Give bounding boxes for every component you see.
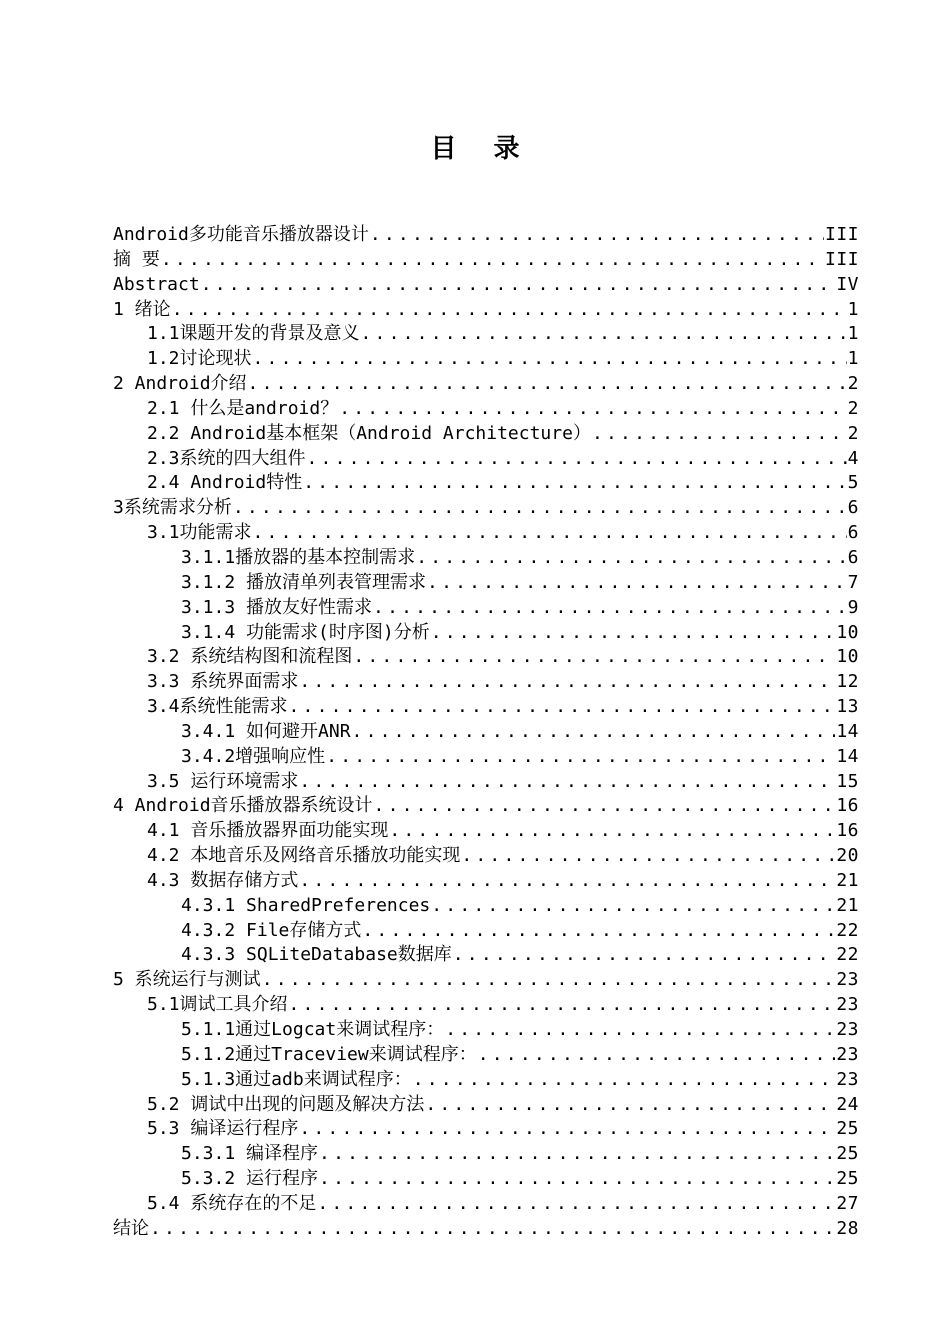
- toc-dot-leader: [361, 322, 847, 347]
- toc-page-number: 5: [847, 472, 859, 494]
- toc-entry[interactable]: [113, 1117, 859, 1142]
- toc-dot-leader: [425, 1093, 835, 1118]
- toc-entry-title: 3.1.4 功能需求(时序图)分析: [181, 621, 430, 643]
- toc-entry-title: 5.1.1通过Logcat来调试程序：: [181, 1019, 445, 1040]
- toc-entry-title: 3.1.3 播放友好性需求: [181, 596, 373, 618]
- toc-entry-title: 1.1课题开发的背景及意义: [147, 323, 360, 345]
- toc-entry[interactable]: [113, 322, 859, 347]
- toc-entry-title: 2.3系统的四大组件: [147, 447, 306, 469]
- toc-dot-leader: [307, 447, 847, 472]
- toc-page-number: 6: [847, 497, 859, 519]
- toc-dot-leader: [427, 571, 847, 596]
- toc-entry[interactable]: [113, 347, 859, 372]
- toc-page-number: 20: [836, 845, 859, 867]
- table-of-contents: [113, 223, 859, 1242]
- toc-entry-title: 4.3 数据存储方式: [147, 869, 299, 891]
- toc-page-number: 2: [847, 422, 859, 444]
- toc-entry[interactable]: [113, 273, 859, 298]
- toc-dot-leader: [413, 1068, 836, 1093]
- toc-dot-leader: [339, 397, 846, 422]
- toc-entry-title: 5.3 编译运行程序: [147, 1118, 299, 1140]
- toc-page-number: III: [824, 224, 859, 245]
- toc-entry-title: 5.2 调试中出现的问题及解决方法: [147, 1093, 425, 1115]
- toc-dot-leader: [299, 770, 835, 795]
- toc-dot-leader: [172, 298, 847, 323]
- toc-page-number: 1: [847, 298, 859, 320]
- toc-dot-leader: [299, 1117, 835, 1142]
- toc-entry-title: 5 系统运行与测试: [113, 969, 261, 991]
- toc-entry-title: 5.3.1 编译程序: [181, 1143, 319, 1165]
- toc-entry-title: 4.3.1 SharedPreferences: [181, 894, 431, 916]
- toc-dot-leader: [389, 819, 835, 844]
- toc-entry[interactable]: [113, 521, 859, 546]
- toc-dot-leader: [262, 968, 836, 993]
- toc-entry-title: 3.5 运行环境需求: [147, 770, 299, 792]
- toc-dot-leader: [248, 372, 847, 397]
- toc-dot-leader: [353, 645, 835, 670]
- toc-entry-title: 3.1功能需求: [147, 522, 252, 544]
- toc-entry[interactable]: [113, 670, 859, 695]
- toc-dot-leader: [431, 894, 835, 919]
- toc-page-number: 23: [836, 1019, 859, 1040]
- toc-entry-title: Abstract: [113, 273, 200, 295]
- toc-dot-leader: [161, 248, 824, 273]
- toc-entry[interactable]: [113, 745, 859, 770]
- toc-dot-leader: [319, 1142, 835, 1167]
- toc-dot-leader: [150, 1217, 835, 1242]
- toc-entry[interactable]: [113, 1093, 859, 1118]
- toc-page-number: 27: [836, 1192, 859, 1214]
- toc-entry-title: 4 Android音乐播放器系统设计: [113, 795, 373, 817]
- toc-entry[interactable]: [113, 248, 859, 273]
- toc-entry-title: 2 Android介绍: [113, 373, 247, 395]
- toc-entry[interactable]: [113, 422, 859, 447]
- toc-page-number: 6: [847, 522, 859, 544]
- toc-dot-leader: [373, 596, 847, 621]
- toc-dot-leader: [289, 993, 836, 1018]
- toc-page-number: 1: [847, 348, 859, 370]
- toc-page-number: 16: [836, 795, 859, 817]
- toc-dot-leader: [253, 521, 847, 546]
- toc-entry[interactable]: [113, 993, 859, 1018]
- toc-entry[interactable]: [113, 596, 859, 621]
- toc-entry[interactable]: [113, 1068, 859, 1093]
- toc-entry[interactable]: [113, 770, 859, 795]
- toc-entry[interactable]: [113, 720, 859, 745]
- toc-entry-title: 结论: [113, 1217, 149, 1239]
- toc-dot-leader: [453, 943, 836, 968]
- toc-page-number: 23: [836, 1043, 859, 1065]
- toc-entry-title: 2.4 Android特性: [147, 472, 303, 494]
- toc-entry-title: 2.1 什么是android？: [147, 397, 339, 419]
- toc-entry-title: 5.1.2通过Traceview来调试程序：: [181, 1043, 477, 1065]
- toc-entry[interactable]: [113, 844, 859, 869]
- toc-page-number: IV: [836, 273, 859, 295]
- toc-page-number: 22: [836, 919, 859, 941]
- toc-entry-title: 3.3 系统界面需求: [147, 671, 299, 693]
- toc-page-number: 28: [836, 1217, 859, 1239]
- toc-page-number: 12: [836, 671, 859, 693]
- toc-page-number: 21: [836, 894, 859, 916]
- toc-dot-leader: [445, 1018, 835, 1043]
- toc-dot-leader: [416, 546, 846, 571]
- page-title: 目 录: [430, 134, 534, 164]
- toc-page-number: 16: [836, 820, 859, 842]
- toc-entry-title: Android多功能音乐播放器设计: [113, 224, 369, 245]
- toc-entry-title: 5.1.3通过adb来调试程序：: [181, 1068, 412, 1090]
- toc-entry[interactable]: [113, 447, 859, 472]
- toc-dot-leader: [201, 273, 836, 298]
- toc-entry[interactable]: [113, 372, 859, 397]
- toc-entry[interactable]: [113, 1192, 859, 1217]
- toc-dot-leader: [592, 422, 847, 447]
- toc-page-number: 10: [836, 621, 859, 643]
- toc-entry[interactable]: [113, 943, 859, 968]
- toc-entry[interactable]: [113, 546, 859, 571]
- toc-entry[interactable]: [113, 298, 859, 323]
- toc-page-number: 15: [836, 770, 859, 792]
- toc-page-number: 1: [847, 323, 859, 345]
- toc-entry[interactable]: [113, 1018, 859, 1043]
- toc-dot-leader: [352, 720, 836, 745]
- toc-dot-leader: [431, 621, 836, 646]
- toc-entry-title: 2.2 Android基本框架（Android Architecture）: [147, 422, 591, 444]
- toc-entry[interactable]: [113, 621, 859, 646]
- toc-entry-title: 5.3.2 运行程序: [181, 1168, 319, 1190]
- toc-entry-title: 1 绪论: [113, 298, 171, 320]
- toc-entry[interactable]: [113, 695, 859, 720]
- toc-dot-leader: [253, 347, 847, 372]
- toc-page-number: 4: [847, 447, 859, 469]
- toc-entry[interactable]: [113, 645, 859, 670]
- toc-dot-leader: [233, 496, 847, 521]
- toc-entry-title: 3.4.1 如何避开ANR: [181, 720, 351, 742]
- toc-page-number: 10: [836, 646, 859, 668]
- toc-entry[interactable]: [113, 968, 859, 993]
- toc-page-number: 13: [836, 696, 859, 718]
- toc-dot-leader: [478, 1043, 836, 1068]
- toc-entry[interactable]: [113, 571, 859, 596]
- toc-dot-leader: [326, 745, 835, 770]
- toc-entry-title: 1.2讨论现状: [147, 348, 252, 370]
- toc-page-number: 7: [847, 571, 859, 593]
- toc-page-number: 14: [836, 745, 859, 767]
- toc-page-number: 23: [836, 994, 859, 1016]
- toc-dot-leader: [461, 844, 835, 869]
- toc-entry[interactable]: [113, 223, 859, 248]
- toc-entry[interactable]: [113, 496, 859, 521]
- toc-entry-title: 3.1.2 播放清单列表管理需求: [181, 571, 427, 593]
- toc-page-number: 14: [836, 720, 859, 742]
- toc-page-number: 25: [836, 1168, 859, 1190]
- toc-dot-leader: [303, 471, 846, 496]
- toc-entry[interactable]: [113, 1217, 859, 1242]
- toc-entry[interactable]: [113, 869, 859, 894]
- toc-page-number: 25: [836, 1118, 859, 1140]
- toc-dot-leader: [319, 1167, 835, 1192]
- toc-entry-title: 3.4.2增强响应性: [181, 745, 326, 767]
- toc-page-number: 24: [836, 1093, 859, 1115]
- toc-dot-leader: [299, 869, 835, 894]
- toc-entry[interactable]: [113, 471, 859, 496]
- toc-entry[interactable]: [113, 894, 859, 919]
- toc-entry-title: 5.4 系统存在的不足: [147, 1192, 317, 1214]
- toc-entry[interactable]: [113, 397, 859, 422]
- toc-page-number: 23: [836, 1068, 859, 1090]
- toc-entry[interactable]: [113, 919, 859, 944]
- toc-entry-title: 4.2 本地音乐及网络音乐播放功能实现: [147, 845, 461, 867]
- toc-page-number: 21: [836, 869, 859, 891]
- toc-entry-title: 4.3.2 File存储方式: [181, 919, 362, 941]
- toc-entry-title: 4.1 音乐播放器界面功能实现: [147, 820, 389, 842]
- toc-entry[interactable]: [113, 794, 859, 819]
- toc-entry-title: 摘 要: [113, 248, 160, 270]
- toc-page-number: 25: [836, 1143, 859, 1165]
- toc-page-number: 9: [847, 596, 859, 618]
- toc-page-number: III: [824, 248, 859, 270]
- toc-entry[interactable]: [113, 1043, 859, 1068]
- toc-entry-title: 3.2 系统结构图和流程图: [147, 646, 353, 668]
- toc-entry[interactable]: [113, 1142, 859, 1167]
- toc-entry[interactable]: [113, 819, 859, 844]
- toc-entry-title: 4.3.3 SQLiteDatabase数据库: [181, 944, 452, 966]
- toc-page-number: 2: [847, 373, 859, 395]
- toc-dot-leader: [289, 695, 836, 720]
- toc-entry-title: 3.4系统性能需求: [147, 696, 288, 718]
- toc-entry-title: 3系统需求分析: [113, 497, 232, 519]
- toc-page-number: 2: [847, 397, 859, 419]
- toc-dot-leader: [370, 223, 824, 248]
- toc-dot-leader: [299, 670, 835, 695]
- toc-dot-leader: [317, 1192, 835, 1217]
- toc-entry-title: 3.1.1播放器的基本控制需求: [181, 546, 416, 568]
- toc-page-number: 23: [836, 969, 859, 991]
- toc-page-number: 22: [836, 944, 859, 966]
- toc-page-number: 6: [847, 546, 859, 568]
- toc-entry[interactable]: [113, 1167, 859, 1192]
- toc-dot-leader: [374, 794, 836, 819]
- toc-dot-leader: [362, 919, 835, 944]
- toc-entry-title: 5.1调试工具介绍: [147, 994, 288, 1016]
